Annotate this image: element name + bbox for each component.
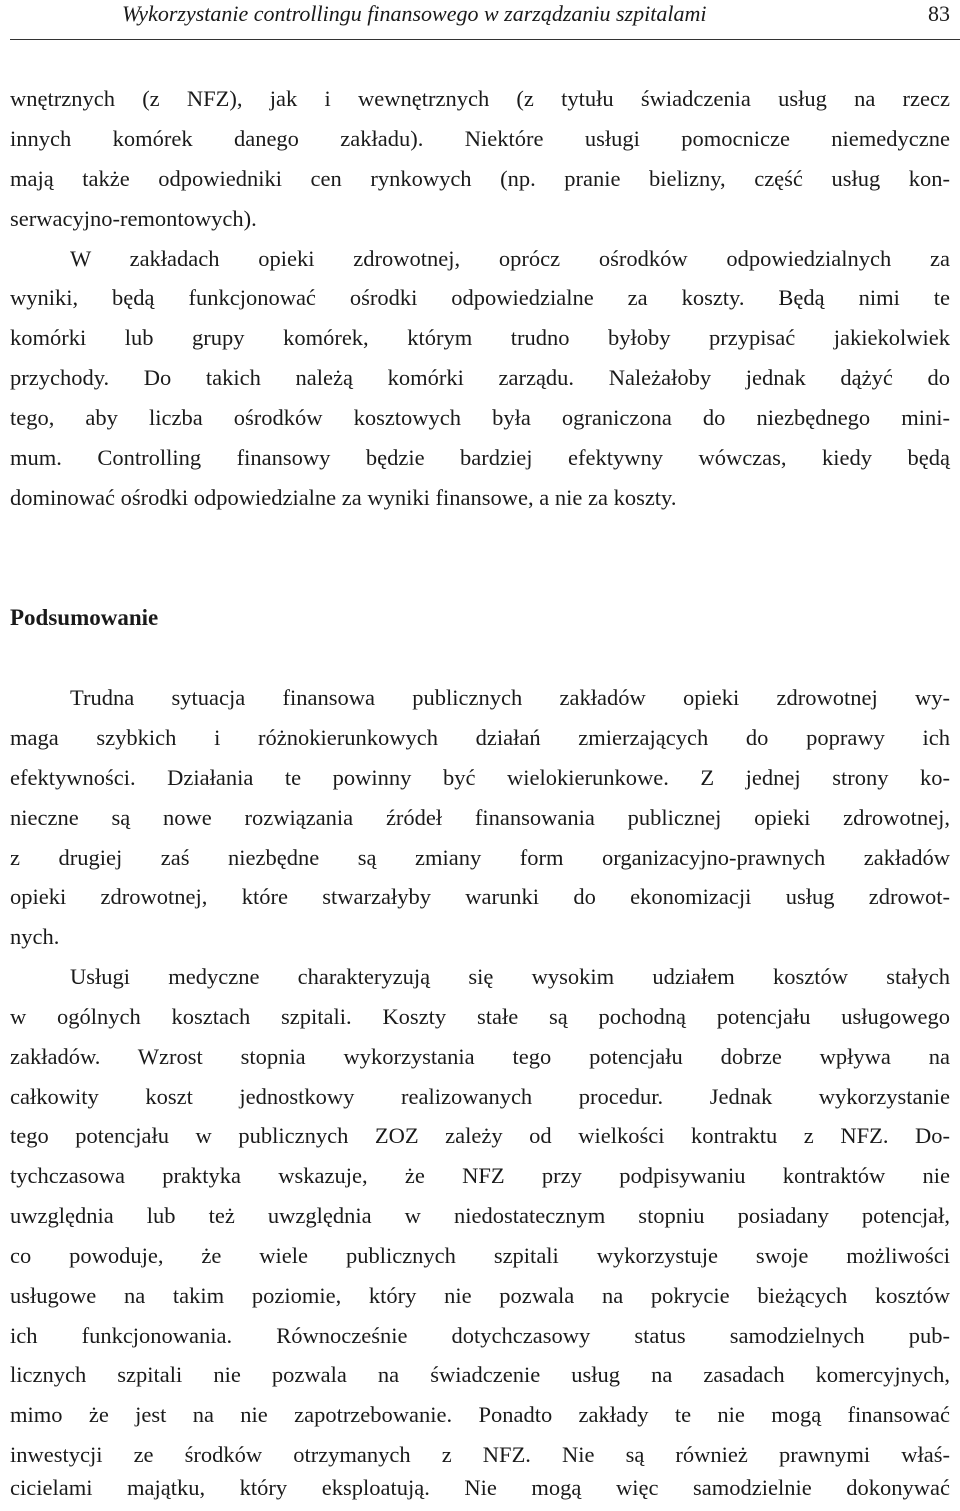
text-line: komórki lub grupy komórek, którym trudno byłoby przypisać jakiekolwiek — [10, 325, 950, 350]
section-heading: Podsumowanie — [10, 605, 159, 630]
text-line: opieki zdrowotnej, które stwarzałyby warunki do ekonomizacji usług zdrowot- — [10, 884, 950, 909]
text-line: inwestycji ze środków otrzymanych z NFZ. Nie są również prawnymi właś- — [10, 1442, 950, 1467]
text-line: w ogólnych kosztach szpitali. Koszty stałe są pochodną potencjału usługowego — [10, 1004, 950, 1029]
text-line: tychczasowa praktyka wskazuje, że NFZ przy podpisywaniu kontraktów nie — [10, 1163, 950, 1188]
text-line: nieczne są nowe rozwiązania źródeł finansowania publicznej opieki zdrowotnej, — [10, 805, 950, 830]
text-line: przychody. Do takich należą komórki zarządu. Należałoby jednak dążyć do — [10, 365, 950, 390]
text-line: innych komórek danego zakładu). Niektóre usługi pomocnicze niemedyczne — [10, 126, 950, 151]
text-line: z drugiej zaś niezbędne są zmiany form organizacyjno-prawnych zakładów — [10, 845, 950, 870]
text-line: W zakładach opieki zdrowotnej, oprócz ośrodków odpowiedzialnych za — [70, 246, 950, 271]
text-line: nych. — [10, 924, 60, 949]
header-rule — [10, 39, 960, 40]
text-line: efektywności. Działania te powinny być wielokierunkowe. Z jednej strony ko- — [10, 765, 950, 790]
running-title: Wykorzystanie controllingu finansowego w zarządzaniu szpitalami — [122, 1, 707, 26]
page-number: 83 — [928, 1, 950, 26]
text-line: zakładów. Wzrost stopnia wykorzystania tego potencjału dobrze wpływa na — [10, 1044, 950, 1069]
text-line: tego, aby liczba ośrodków kosztowych była ograniczona do niezbędnego mini- — [10, 405, 950, 430]
text-line: licznych szpitali nie pozwala na świadczenie usług na zasadach komercyjnych, — [10, 1362, 950, 1387]
text-line: całkowity koszt jednostkowy realizowanych procedur. Jednak wykorzystanie — [10, 1084, 950, 1109]
text-line: cicielami majątku, który eksploatują. Nie mogą więc samodzielnie dokonywać — [10, 1475, 950, 1500]
text-line: mum. Controlling finansowy będzie bardziej efektywny wówczas, kiedy będą — [10, 445, 950, 470]
text-line: mają także odpowiedniki cen rynkowych (np. pranie bielizny, część usług kon- — [10, 166, 950, 191]
text-line: dominować ośrodki odpowiedzialne za wyniki finansowe, a nie za koszty. — [10, 485, 677, 510]
text-line: Usługi medyczne charakteryzują się wysokim udziałem kosztów stałych — [70, 964, 950, 989]
text-line: serwacyjno-remontowych). — [10, 206, 257, 231]
text-line: co powoduje, że wiele publicznych szpitali wykorzystuje swoje możliwości — [10, 1243, 950, 1268]
text-line: usługowe na takim poziomie, który nie pozwala na pokrycie bieżących kosztów — [10, 1283, 950, 1308]
running-header — [10, 0, 950, 34]
text-line: tego potencjału w publicznych ZOZ zależy od wielkości kontraktu z NFZ. Do- — [10, 1123, 950, 1148]
text-line: wyniki, będą funkcjonować ośrodki odpowiedzialne za koszty. Będą nimi te — [10, 285, 950, 310]
text-line: mimo że jest na nie zapotrzebowanie. Ponadto zakłady te nie mogą finansować — [10, 1402, 950, 1427]
text-line: uwzględnia lub też uwzględnia w niedostatecznym stopniu posiadany potencjał, — [10, 1203, 950, 1228]
text-line: maga szybkich i różnokierunkowych działań zmierzających do poprawy ich — [10, 725, 950, 750]
text-line: wnętrznych (z NFZ), jak i wewnętrznych (z tytułu świadczenia usług na rzecz — [10, 86, 950, 111]
text-line: Trudna sytuacja finansowa publicznych zakładów opieki zdrowotnej wy- — [70, 685, 950, 710]
text-line: ich funkcjonowania. Równocześnie dotychczasowy status samodzielnych pub- — [10, 1323, 950, 1348]
